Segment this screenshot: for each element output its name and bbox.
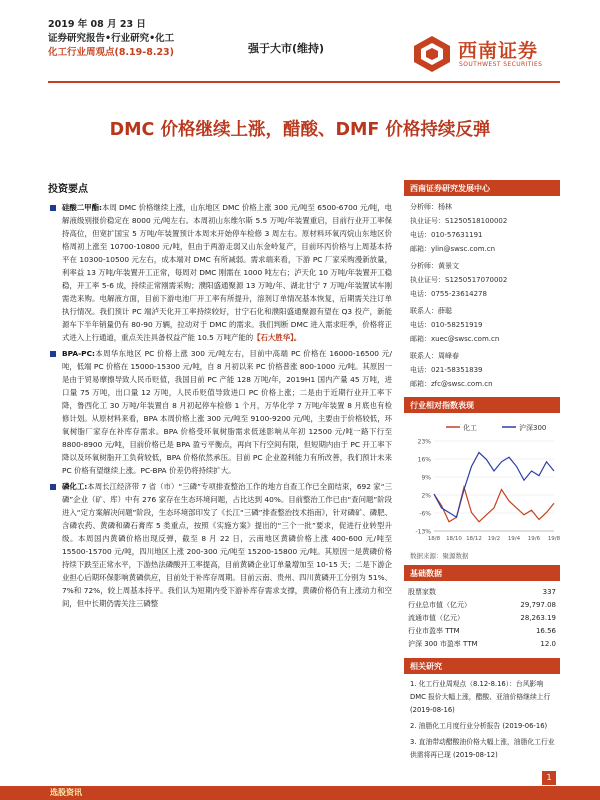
related-research-heading: 相关研究 [404, 658, 560, 674]
summary-item-text: 本周 DMC 价格继续上涨，山东地区 DMC 价格上涨 300 元/吨至 6500-6700 元/吨，电解液级别报价稳定在 8000 元/吨左右。本周初山东维尔斯 5.5 万吨/年装置重启，目前行业开工率保持高位，但宽扩国宝 5 万吨/年装置预计本周末开始停车检修 3 周左右。原材料环氧丙烷山东地区价格周初上涨至 10700-10800 元/吨，但由于两游走弱又山东金岭复产，目前环丙价格与上周基本持平在 10300-10500 元左右，成本端对 DMC 有所减弱。需求端来看，下游 PC 厂家采购漫新放量，利率益 13 万吨/年装置开工正常，每周对 DMC 刚需在 1000 吨左右；泸天化 10 万吨/年装置开工稳稳，开工率 5-6 成，持续正常刚需采购；濮阳盛通聚源 13 万吨/年、湖北甘宁 7 万吨/年装置试车刚需迭来购。电解液方面，目前下游电池厂开工率有所提升，溶剂订单情况基本恢复，后期需关注订单执行情况。我们预计 PC 端泸天化开工率持续较好，甘宁石化和濮阳盛通聚源有望在 Q3 投产，新能源车下半年销量仍有 80-90 万辆，拉动对于 DMC 的需求。我们判断 DMC 进入需求旺季，价格将正式进入上行通道，重点关注具备权益产能 10.5 万吨产能的 [62, 203, 392, 342]
table-row [404, 637, 560, 650]
analyst-entry [410, 200, 558, 256]
analyst-line: 电话：0755-23614278 [410, 290, 487, 298]
summary-item-text: 本周华东地区 PC 价格上涨 300 元/吨左右，目前中高端 PC 价格在 16000-16500 元/吨，低端 PC 价格在 15000-15300 元/吨，自 8 月初以来 PC 价格普涨 800-1000 元/吨。其原因一是由于贸易摩擦导致人民币贬值，我国目前 PC 产能 128 万吨/年，2019H1 国内产量 45 万吨，进口量 75 万吨，出口量 12 万吨，人民币贬值导致进口 PC 价格上涨；二是由于近期行业开工率下降，鲁西化工 30 万吨/年装置自 8 月初起停车检修 1 个月，万华化学 7 万吨/年装置 8 月底也有检修计划。从原材料来看，BPA 本周价格上涨 300 元/吨至 9100-9200 元/吨，主要由于价格较低，环氧树脂厂家存在补库存需求。BPA 价格受环氧树脂需求低迷影响从年初 12500 元/吨一路下行至 8800-8900 元/吨，目前价格已是 BPA 盈亏平衡点，再向下行空间有限，但短期内由于 PC 开工率下降以及环氧树脂开工负荷较低，BPA 价格依然承压。目前 PC 企业盈利能力有所改善，我们预计未来 PC 价格有望继续上涨。PC-BPA 价差仍将持续扩大。 [62, 349, 392, 475]
table-row [404, 598, 560, 611]
page-number: 1 [542, 771, 556, 785]
row-label: 行业市盈率 TTM [408, 626, 460, 635]
footer-bar [0, 786, 600, 800]
report-category: 证券研究报告•行业研究•化工 [48, 33, 175, 44]
table-row [404, 611, 560, 624]
analyst-line: 邮箱：xuec@swsc.com.cn [410, 335, 500, 343]
analyst-entry [410, 304, 558, 346]
analyst-line: 分析师：黄景文 [410, 262, 459, 270]
summary-item-label: 硅酸二甲酯: [62, 203, 102, 212]
analyst-line: 电话：021-58351839 [410, 366, 483, 374]
analyst-line: 电话：010-58251919 [410, 321, 483, 329]
analyst-line: 邮箱：ylin@swsc.com.cn [410, 245, 496, 253]
related-research-link[interactable]: 3. 直油带动醋酸油价格大幅上涨，油脂化工行业供需将再已现 (2019-08-12) [410, 738, 555, 759]
row-value: 12.0 [540, 639, 556, 648]
y-tick-label: 23% [417, 438, 431, 446]
y-tick-label: 16% [417, 456, 431, 464]
row-label: 流通市值（亿元） [408, 613, 464, 622]
line-chart [404, 419, 560, 549]
analyst-list [404, 196, 560, 391]
row-value: 16.56 [535, 626, 556, 635]
analyst-entry [410, 259, 558, 301]
x-tick-label: 19/4 [507, 536, 521, 542]
x-tick-label: 19/6 [527, 536, 541, 542]
footer-label: 选股资讯 [50, 788, 82, 797]
summary-section [48, 180, 392, 790]
x-tick-label: 19/2 [487, 536, 501, 542]
analyst-line: 联系人：周峰春 [410, 352, 459, 360]
square-bullet-icon [50, 351, 56, 357]
y-tick-label: 2% [421, 492, 431, 500]
analysts-heading: 西南证券研究发展中心 [404, 180, 560, 196]
index-performance-chart [404, 397, 560, 565]
summary-item-dmc [48, 201, 392, 344]
report-date: 2019 年 08 月 23 日 [48, 19, 146, 30]
table-row [404, 624, 560, 637]
analyst-line: 分析师：杨林 [410, 203, 452, 211]
logo-emblem-icon [410, 34, 454, 74]
company-logo [410, 34, 560, 76]
chart-source-note: 数据来源：聚源数据 [410, 552, 469, 560]
page-title: DMC 价格继续上涨，醋酸、DMF 价格持续反弹 [109, 120, 491, 140]
legend-label: 化工 [463, 424, 477, 432]
rating-label: 强于大市(维持) [248, 42, 325, 55]
x-tick-label: 18/10 [446, 536, 462, 542]
summary-item-highlight: 【石大胜华】。 [253, 333, 302, 342]
y-tick-label: -6% [419, 510, 431, 518]
summary-item-label: BPA-PC: [62, 349, 95, 358]
related-research-link[interactable]: 1. 化工行业周观点（8.12-8.16）：台风影响 DMC 报价大幅上涨，醋酸、亚油价格继续上行 (2019-08-16) [410, 680, 551, 714]
row-label: 沪深 300 市盈率 TTM [408, 639, 478, 648]
y-tick-label: -13% [415, 528, 431, 536]
row-label: 股票家数 [408, 587, 436, 596]
x-tick-label: 18/12 [466, 536, 482, 542]
report-header-info [48, 18, 174, 60]
summary-item-text: 本周长江经济带 7 省（市）“三磷”专项排查整治工作的地方自查工作已全面结束，692 家“三磷”企业（矿、库）中有 276 家存在生态环境问题，占比达到 40%。目前整治工作已由“查问题”阶段进入“定方案解决问题”阶段，生态环境部印发了《长江“三磷”排查整治技术指南》，针对磷矿、磷肥、含磷农药、黄磷和磷石膏库 5 类重点，按照《实施方案》提出的“三个一批”要求，促进行业转型升级。本周国内黄磷价格出现反弹，截至 8 月 22 日，云南地区黄磷价格上涨 400-600 元/吨至 15500-15700 元/吨，四川地区上涨 200-300 元/吨至 15200-15800 元/吨。其原因一是黄磷价格持续下跌至正常水平，下游热法磷酸开工率提高，目前黄磷企业订单量增加至 10-15 天；二是下游企业担心后期环保影响黄磷供应，目前处于补库存周期。目前云南、贵州、四川黄磷开工分别为 51%、7%和 72%，较上周基本持平。我们认为短期内受下游补库存需求支撑，黄磷价格仍有上涨动力和空间，但中长期仍需关注三磷整 [62, 482, 392, 608]
square-bullet-icon [50, 484, 56, 490]
analyst-entry [410, 349, 558, 391]
logo-text-en: SOUTHWEST SECURITIES [459, 61, 543, 68]
analyst-line: 执业证号：S1250518100002 [410, 217, 508, 225]
x-tick-label: 19/8 [547, 536, 560, 542]
sidebar [404, 180, 560, 765]
analyst-line: 联系人：薛聪 [410, 307, 452, 315]
row-value: 337 [542, 587, 556, 596]
summary-item-bpa-pc [48, 347, 392, 477]
row-label: 行业总市值（亿元） [408, 600, 471, 609]
square-bullet-icon [50, 205, 56, 211]
analyst-line: 执业证号：S1250517070002 [410, 276, 508, 284]
summary-item-phosphorus [48, 480, 392, 610]
series-line [434, 487, 554, 522]
y-tick-label: 9% [421, 474, 431, 482]
related-research-list [404, 674, 560, 762]
row-value: 28,263.19 [520, 613, 556, 622]
table-row [404, 585, 560, 598]
summary-heading: 投资要点 [48, 184, 88, 195]
chart-heading: 行业相对指数表现 [404, 397, 560, 413]
report-series: 化工行业周观点(8.19-8.23) [48, 47, 175, 58]
analyst-line: 电话：010-57631191 [410, 231, 483, 239]
x-tick-label: 18/8 [427, 536, 441, 542]
legend-label: 沪深300 [519, 424, 547, 432]
basic-data-table [404, 585, 560, 650]
header-divider [48, 81, 560, 83]
logo-text-cn: 西南证券 [458, 40, 539, 62]
analyst-line: 邮箱：zfc@swsc.com.cn [410, 380, 493, 388]
basic-data-heading: 基础数据 [404, 565, 560, 581]
related-research-link[interactable]: 2. 油脂化工月度行业分析报告 (2019-06-16) [410, 722, 548, 730]
summary-item-label: 磷化工: [62, 482, 88, 491]
row-value: 29,797.08 [520, 600, 556, 609]
